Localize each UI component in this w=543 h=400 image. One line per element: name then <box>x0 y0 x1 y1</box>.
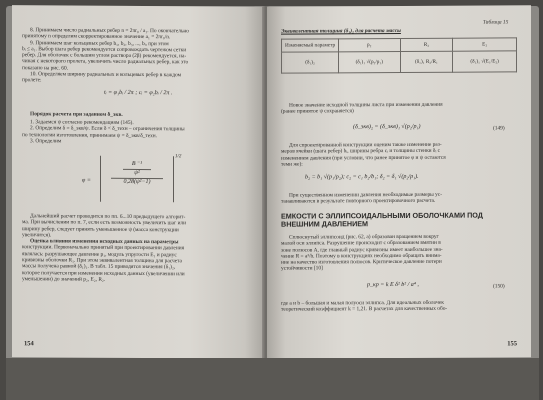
text-line: где a и b – большая и малая полуоси эллипса. Для идеальных оболочек <box>281 299 444 307</box>
text-line: танавливаются в результате повторного проектировочного расчета. <box>281 198 436 205</box>
text-line: изменением давления (при условии, что ранее принятое φ и ψ остаются <box>281 154 446 162</box>
page-number-left: 154 <box>24 340 34 348</box>
table-header-cell: p₂ <box>339 38 401 51</box>
formula-rib-width: tᵢ = φ₁bᵢ / 2π ; cᵢ = φ₂bᵢ / 2π . <box>104 89 173 97</box>
left-text-block-1 <box>22 27 254 85</box>
text-line: малой оси эллипса. Разрушение происходит с образованием вмятин в <box>281 240 441 247</box>
table-label: Таблица 15 <box>483 19 509 26</box>
text-line: (ранее принятое ψ сохраняется) <box>281 108 354 115</box>
section-heading: ЕМКОСТИ С ЭЛЛИПСОИДАЛЬНЫМИ ОБОЛОЧКАМИ ПОД ВНЕШНИМ ДАВЛЕНИЕМ <box>281 210 483 229</box>
right-text-block-3 <box>281 191 517 205</box>
formula-phi-bracket <box>100 156 174 203</box>
formula-cell-dims: b₂ = b₁ √(p₁/p₂); c₂ = c₁ b₂/b₁; δ₂ = δ₁ √(p₂/p₁). <box>305 173 419 181</box>
text-line: ребер. Для оболочек с большим углом раствора (2β) рекомендуется, на- <box>22 52 187 60</box>
text-line: 3. Определим <box>30 138 62 145</box>
text-line: 2. Определим δ = δ_экв/ψ. Если δ < δ_техн – ограничения толщины <box>30 125 185 133</box>
table-header-row <box>282 38 517 52</box>
right-text-block-5 <box>281 299 517 313</box>
right-page <box>267 5 531 358</box>
text-line: зоне полюсов А, где главный радиус кривизны имеет наибольшее зна- <box>281 246 443 254</box>
formula-phi-bot: 0,28(ψ²−1) <box>123 178 151 186</box>
table-cell: (δ₁)₂ <box>282 52 339 73</box>
text-line: показано на рис. 60. <box>22 64 68 72</box>
equation-number-150: (150) <box>493 283 505 290</box>
table-header-cell: Изменяемый параметр <box>282 39 339 52</box>
text-line: Для спроектированной конструкции оценим также изменение раз- <box>289 141 442 149</box>
text-line: кривизны оболочки R₁. При этом эквивалентная толщина для расчета <box>22 257 182 265</box>
text-line: меров ячейки (шага ребер) bᵢ, ширины ребра cᵢ и толщины стенки δᵢ с <box>281 148 441 155</box>
equation-number-149: (149) <box>493 125 505 132</box>
text-line: принятому n определим скорректированное значение a₁ = 2πr₀/n. <box>22 33 171 41</box>
text-line: теоретический коэффициент k = 1,21. В расчетах для качественных обо- <box>281 306 448 313</box>
text-line: 10. Определяем ширину радиальных и кольцевых ребер в каждом <box>30 71 182 79</box>
text-line: массы получена равной (δ₁)₁. В табл. 15 приводятся значения (δ₁)₂, <box>22 263 176 271</box>
table-cell: (δ₁)₁ √(p₂/p₁) <box>339 51 401 72</box>
table-title: Эквивалентная толщина (δ₁)₂ для расчета массы <box>281 27 401 35</box>
text-line: Новое значение исходной толщины листа при изменении давления <box>289 101 443 109</box>
book-bottom-edge <box>6 358 539 400</box>
text-line: Сплюснутый эллипсоид (рис. 62, а) образован вращением вокруг <box>289 233 439 241</box>
text-line: ширину ребер, следует принять уменьшенное ψ (масса конструкции <box>22 225 179 233</box>
text-line: уменьшении) до значений p₂, E₂, R₂. <box>22 276 106 283</box>
formula-phi-lhs: φ = <box>82 177 91 184</box>
text-line: которое получается при изменении исходных данных (увеличении или <box>22 269 185 277</box>
text-line: ние на качество изготовления полюсов. Критическое давление потери <box>281 258 442 266</box>
text-line: пролете: <box>22 77 42 84</box>
text-line: 9. Принимаем шаг кольцевых ребер b₁, b₂, b₃, ..., bᵢ, при этом <box>30 39 169 47</box>
table-15 <box>281 37 517 73</box>
table-header-cell: R₂ <box>400 38 453 51</box>
formula-phi-mid: ψ² <box>134 169 140 177</box>
text-line: конструкции. Первоначально принятый при проектировании давления <box>22 244 185 252</box>
text-line-bold: Оценка влияния изменения исходных данных на параметры <box>30 238 179 246</box>
right-text-block-4 <box>281 233 517 272</box>
text-line: Дальнейший расчет проводится по пп. 6...10 предыдущего алгорит- <box>30 213 186 221</box>
left-text-block-2 <box>22 119 254 146</box>
right-text-block-2 <box>281 141 517 167</box>
formula-phi-exponent: 1/2 <box>175 154 182 160</box>
right-text-block-1 <box>281 101 517 115</box>
text-line: При существенном изменении давления необходимые размеры уc- <box>289 191 443 199</box>
text-line: ма. При вычислении по п. 7, если есть возможность увеличить шаг или <box>22 219 187 227</box>
left-page <box>12 5 265 359</box>
text-line: чиная с некоторого пролета, увеличить число радиальных ребер, как это <box>22 58 189 66</box>
text-line: устойчивости [10] <box>281 265 323 273</box>
book-spread <box>6 6 539 400</box>
text-line: по технологии изготовления, принимаем ψ = δ_экв/δ_техн. <box>22 131 158 139</box>
text-line: 1. Задаемся ψ согласно рекомендациям (145). <box>30 119 134 126</box>
formula-149: (δ_экв)₂ = (δ_экв)₁ √(p₂/p₁) <box>353 123 421 131</box>
table-header-cell: E₂ <box>453 38 517 51</box>
text-line: bᵢ ≤ a₁. Выбор шага ребер рекомендуется сопровождать чертежом сетки <box>22 46 187 54</box>
formula-150: p_кр = k E δ² b² / a⁴ , <box>367 281 419 289</box>
left-text-block-3 <box>22 213 254 284</box>
text-line: увеличится). <box>22 232 52 239</box>
text-line: 8. Принимаем число радиальных ребер n = 2πr₀ / a₁. По окончательно <box>30 27 190 35</box>
table-cell: (δ₁)₁ R₂/R₁ <box>400 51 453 72</box>
table-cell: (δ₁)₁ √(E₁/E₂) <box>453 51 517 72</box>
section-title-order: Порядок расчета при заданном δ_экв. <box>30 111 123 118</box>
page-number-right: 155 <box>507 340 517 348</box>
text-line: теми же): <box>281 161 303 168</box>
text-line: являлась: разрушающее давление p₁, модуль упругости E₁ и радиус <box>22 250 177 259</box>
table-row <box>282 51 517 73</box>
formula-phi-top: B ⁻¹ <box>131 160 143 168</box>
text-line: чение R = a²/b. Поэтому в конструкциях необходимо обращать внима- <box>281 252 442 260</box>
